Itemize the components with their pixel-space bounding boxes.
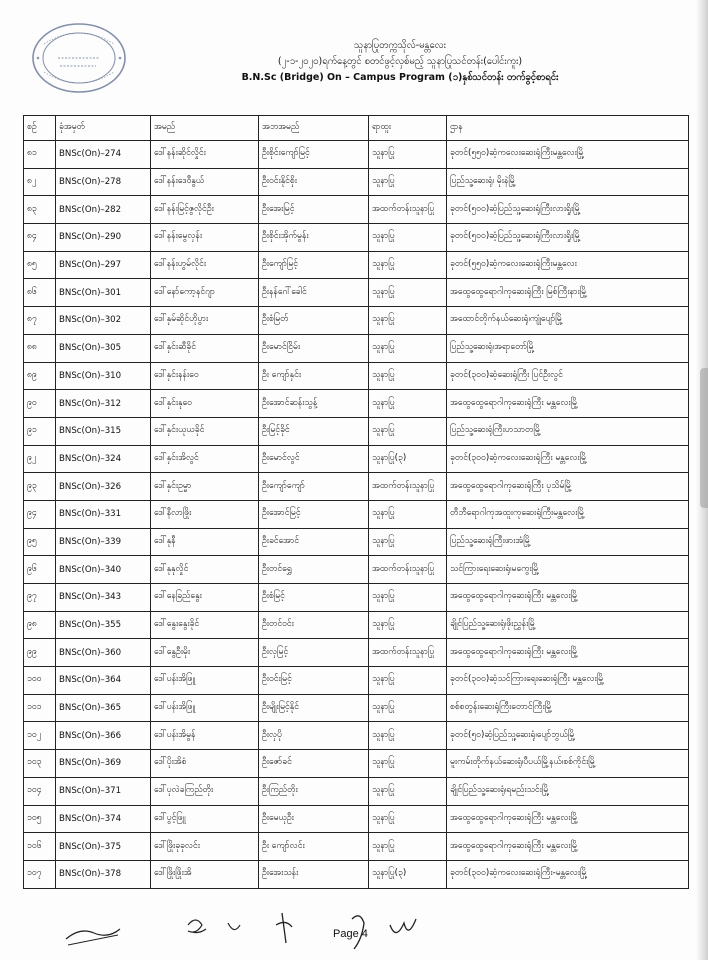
table-row [24,750,689,778]
table-row [24,168,689,196]
position-cell: သူနာပြု [369,390,447,418]
signatures-icon [60,905,440,951]
department-cell: အထွေထွေရောဂါကုဆေးရုံကြီး မန္တလေးမြို့ [447,639,689,667]
name-cell: ဒေါ်နှင်းနုဝေ [151,390,259,418]
name-cell: ဒေါ်နှင်းဥမ္မာ [151,473,259,501]
roll-number-cell: BNSc(On)–374 [56,805,151,833]
department-cell: ခုတင်(၃၀၀)ဆံ့သင်ကြားရေးဆေးရုံကြီး မန္တလေးမြို့ [447,667,689,695]
department-cell: အထောင်တိုက်နယ်ဆေးရုံ၊ကျုံပျော်မြို့ [447,307,689,335]
table-row [24,805,689,833]
serial-cell: ၈၅ [24,251,56,279]
position-cell: သူနာပြု [369,694,447,722]
name-cell: ဒေါ်နွေးနွေးခိုင် [151,611,259,639]
name-cell: ဒေါ်နေခြည်နွေး [151,584,259,612]
department-cell: ပြည်သူ့ဆေးရုံ၊ မိုးနဲမြို့ [447,168,689,196]
position-cell: သူနာပြု [369,750,447,778]
department-cell: ခုတင်(၃၀၀)ဆံ့ကလေးဆေးရုံကြီး မန္တလေးမြို့ [447,445,689,473]
column-header-serial: စဉ် [24,116,56,141]
father-name-cell: ဦးမောင်လွင် [259,445,369,473]
roll-number-cell: BNSc(On)–312 [56,390,151,418]
father-name-cell: ဦးကျော်မြင့် [259,251,369,279]
roll-number-cell: BNSc(On)–290 [56,224,151,252]
serial-cell: ၈၂ [24,168,56,196]
serial-cell: ၉၁ [24,417,56,445]
serial-cell: ၉၀ [24,390,56,418]
name-cell: ဒေါ်နှင်းနန်းဝေ [151,362,259,390]
department-cell: အထွေထွေရောဂါကုဆေးရုံကြီး မြစ်ကြီးနားမြို့ [447,279,689,307]
position-cell: သူနာပြု [369,833,447,861]
serial-cell: ၈၇ [24,307,56,335]
father-name-cell: ဦး ကျော်လင်း [259,833,369,861]
serial-cell: ၉၅ [24,528,56,556]
position-cell: သူနာပြု [369,362,447,390]
roll-number-cell: BNSc(On)–340 [56,556,151,584]
roll-number-cell: BNSc(On)–278 [56,168,151,196]
name-cell: ဒေါ်နှမ်ဆိုင်ဟိုပွား [151,307,259,335]
table-row [24,500,689,528]
name-cell: ဒေါ်နွေဦးမိုး [151,639,259,667]
father-name-cell: ဦးဇော်ခင် [259,750,369,778]
table-row [24,224,689,252]
father-name-cell: ဦးကျော်ကျော် [259,473,369,501]
header-line-1: သူနာပြုတက္ကသိုလ်-မန္တလေး [354,40,446,51]
father-name-cell: ဦးအေးသန်း [259,860,369,888]
name-cell: ဒေါ်ပိုးအိစံ [151,750,259,778]
serial-cell: ၁၀၆ [24,833,56,861]
name-cell: ဒေါ်ပန်းအိမွန် [151,722,259,750]
father-name-cell: ဦးမေယုဦး [259,805,369,833]
column-header-father-name: အဘအမည် [259,116,369,141]
roll-number-cell: BNSc(On)–378 [56,860,151,888]
table-row [24,528,689,556]
father-name-cell: ဦးခင်အောင် [259,528,369,556]
table-row [24,445,689,473]
position-cell: သူနာပြု [369,141,447,169]
department-cell: ခုတင်(၃၀၀)ဆံ့ဆေးရုံကြီး ပြင်ဦးလွင် [447,362,689,390]
position-cell: သူနာပြု [369,611,447,639]
roll-number-cell: BNSc(On)–301 [56,279,151,307]
father-name-cell: ဦးမောင်ငြိမ်း [259,334,369,362]
roll-number-cell: BNSc(On)–331 [56,500,151,528]
father-name-cell: ဦးလှပို [259,722,369,750]
table-row [24,279,689,307]
position-cell: သူနာပြု [369,168,447,196]
position-cell: သူနာပြု [369,251,447,279]
name-cell: ဒေါ်ပန်းအိဖြူ [151,694,259,722]
name-cell: ဒေါ်နန်းမြင့်ဇွလိုင်ဦး [151,196,259,224]
position-cell: သူနာပြု [369,805,447,833]
name-cell: ဒေါ်နန်းဟွမ်လိုင်း [151,251,259,279]
table-row [24,362,689,390]
father-name-cell: ဦးမျိုးမြင့်နိုင် [259,694,369,722]
department-cell: ပြည်သူ့ဆေးရုံကြီးဖားအံမြို့ [447,528,689,556]
department-cell: ခုတင်(၅၀)ဆံ့ပြည်သူ့ဆေးရုံ၊ပျော်ဘွယ်မြို့ [447,722,689,750]
roll-number-cell: BNSc(On)–355 [56,611,151,639]
father-name-cell: ဦးဝင်းနိုင်စိုး [259,168,369,196]
department-cell: ခုတင်(၃၀၀)ဆံ့ကလေးဆေးရုံကြီး-မန္တလေးမြို့ [447,860,689,888]
father-name-cell: ဦးတင်ရွှေ [259,556,369,584]
father-name-cell: ဦးကြည်တိုး [259,777,369,805]
serial-cell: ၉၄ [24,500,56,528]
position-cell: သူနာပြု(၃) [369,445,447,473]
department-cell: မူးကမ်းတိုက်နယ်ဆေးရုံ၊ပီပယ်မြို့နယ်၊စစ်ကိုင်းမြို့ [447,750,689,778]
father-name-cell: ဦး ကျော်နှင်း [259,362,369,390]
position-cell: သူနာပြု [369,777,447,805]
roll-number-cell: BNSc(On)–274 [56,141,151,169]
position-cell: အထက်တန်းသူနာပြု [369,556,447,584]
roll-number-cell: BNSc(On)–360 [56,639,151,667]
name-cell: ဒေါ်နန်းဒေဝီနွယ် [151,168,259,196]
roll-number-cell: BNSc(On)–282 [56,196,151,224]
department-cell: ခုတင်(၅၅၀)ဆံ့ကလေးဆေးရုံကြီးမန္တလေးမြို့ [447,141,689,169]
table-row [24,694,689,722]
name-cell: ဒေါ်နုနီ [151,528,259,556]
name-cell: ဒေါ်နှင်းယုယခိုင် [151,417,259,445]
father-name-cell: ဦးဝင်းမြင့် [259,667,369,695]
position-cell: သူနာပြု [369,417,447,445]
name-cell: ဒေါ်နန်းဆိုင်လှိုင်း [151,141,259,169]
serial-cell: ၁၀၇ [24,860,56,888]
position-cell: အထက်တန်းသူနာပြု [369,473,447,501]
position-cell: သူနာပြု [369,307,447,335]
name-cell: ဒေါ်နန်းမွေလှန်း [151,224,259,252]
table-header-row [24,116,689,141]
roll-number-cell: BNSc(On)–339 [56,528,151,556]
column-header-roll-number: ခုံအမှတ် [56,116,151,141]
father-name-cell: ဦးမြင့်ခိုင် [259,417,369,445]
department-cell: ခုတင်(၅၀၀)ဆံ့ပြည်သူ့ဆေးရုံကြီးလားရှိုးမြို့ [447,224,689,252]
serial-cell: ၈၃ [24,196,56,224]
table-row [24,196,689,224]
name-cell: ဒေါ်ပွင့်ဖြူ [151,805,259,833]
table-row [24,584,689,612]
page-number: Page 4 [333,928,368,940]
position-cell: သူနာပြု [369,334,447,362]
serial-cell: ၈၁ [24,141,56,169]
department-cell: အထွေထွေရောဂါကုဆေးရုံကြီး မန္တလေးမြို့ [447,584,689,612]
department-cell: အထွေထွေရောဂါကုဆေးရုံကြီး မန္တလေးမြို့ [447,390,689,418]
position-cell: သူနာပြု(၃) [369,860,447,888]
roll-number-cell: BNSc(On)–375 [56,833,151,861]
department-cell: သင်ကြားရေးဆေးရုံ၊မကွေးမြို့ [447,556,689,584]
table-row [24,251,689,279]
name-cell: ဒေါ်ပန်းအိဖြူ [151,667,259,695]
column-header-name: အမည် [151,116,259,141]
serial-cell: ၈၆ [24,279,56,307]
position-cell: သူနာပြု [369,279,447,307]
department-cell: အထွေထွေရောဂါကုဆေးရုံကြီး ပုသိမ်မြို့ [447,473,689,501]
serial-cell: ၉၉ [24,639,56,667]
serial-cell: ၉၆ [24,556,56,584]
header-line-2: (၂-၁-၂၀၂၀)ရက်နေ့တွင် စတင်ဖွင့်လှစ်မည့် သူနာပြုသင်တန်း(ပေါင်းကူး) [277,56,523,67]
name-cell: ဒေါ်ပုလဲခကြည်တိုး [151,777,259,805]
serial-cell: ၈၉ [24,362,56,390]
table-row [24,722,689,750]
position-cell: သူနာပြု [369,667,447,695]
table-row [24,611,689,639]
roll-number-cell: BNSc(On)–305 [56,334,151,362]
table-row [24,667,689,695]
roll-number-cell: BNSc(On)–297 [56,251,151,279]
department-cell: အထွေထွေရောဂါကုဆေးရုံကြီး မန္တလေးမြို့ [447,805,689,833]
position-cell: သူနာပြု [369,722,447,750]
roll-number-cell: BNSc(On)–315 [56,417,151,445]
position-cell: အထက်တန်းသူနာပြု [369,639,447,667]
father-name-cell: ဦးနန်ဂေါ်ခေါင် [259,279,369,307]
roll-number-cell: BNSc(On)–343 [56,584,151,612]
father-name-cell: ဦးစိုင်းအိုက်မွန်း [259,224,369,252]
father-name-cell: ဦးအောင်မြင့် [259,500,369,528]
scrollbar-thumb[interactable] [700,368,708,508]
table-row [24,307,689,335]
department-cell: တီဘီရောဂါကုအထူးကုဆေးရုံကြီးမန္တလေးမြို့ [447,500,689,528]
serial-cell: ၈၈ [24,334,56,362]
serial-cell: ၁၀၅ [24,805,56,833]
column-header-position: ရာထူး [369,116,447,141]
roll-number-cell: BNSc(On)–326 [56,473,151,501]
department-cell: ပြည်သူ့ဆေးရုံကြီးဟသာတမြို့ [447,417,689,445]
admission-list-table [23,115,689,889]
department-cell: ပြည်သူ့ဆေးရုံ၊အရာတော်မြို့ [447,334,689,362]
father-name-cell: ဦးအောင်ဆန်းသွန့် [259,390,369,418]
department-cell: စစ်စတွန်းဆေးရုံကြီးတောင်ကြီးမြို့ [447,694,689,722]
roll-number-cell: BNSc(On)–364 [56,667,151,695]
father-name-cell: ဦးအေးမြင့် [259,196,369,224]
name-cell: ဒေါ်နီလာဖြိုး [151,500,259,528]
roll-number-cell: BNSc(On)–302 [56,307,151,335]
serial-cell: ၉၃ [24,473,56,501]
father-name-cell: ဦးစံမြတ် [259,307,369,335]
position-cell: သူနာပြု [369,224,447,252]
table-row [24,833,689,861]
roll-number-cell: BNSc(On)–371 [56,777,151,805]
department-cell: အထွေထွေရောဂါကုဆေးရုံကြီး မန္တလေးမြို့ [447,833,689,861]
table-row [24,639,689,667]
department-cell: ခုတင်(၅၅၀)ဆံ့ကလေးဆေးရုံကြီးမန္တလေး [447,251,689,279]
department-cell: ခုတင်(၅၀၀)ဆံ့ပြည်သူ့ဆေးရုံကြီးလားရှိုးမြို့ [447,196,689,224]
father-name-cell: ဦးလှမြင့် [259,639,369,667]
serial-cell: ၉၈ [24,611,56,639]
serial-cell: ၁၀၄ [24,777,56,805]
name-cell: ဒေါ်နော်ကော့နင်ဂျာ [151,279,259,307]
official-seal-icon [30,20,128,96]
serial-cell: ၁၀၃ [24,750,56,778]
serial-cell: ၉၇ [24,584,56,612]
serial-cell: ၉၂ [24,445,56,473]
roll-number-cell: BNSc(On)–366 [56,722,151,750]
father-name-cell: ဦးစိုင်းကျော်မြင့် [259,141,369,169]
name-cell: ဒေါ်နှင်းအိလွင် [151,445,259,473]
father-name-cell: ဦးတင်ဝင်း [259,611,369,639]
table-row [24,390,689,418]
document-header [140,38,660,86]
position-cell: အထက်တန်းသူနာပြု [369,196,447,224]
table-row [24,417,689,445]
position-cell: သူနာပြု [369,528,447,556]
name-cell: ဒေါ်ဖြိုးခုခုလင်း [151,833,259,861]
name-cell: ဒေါ်နှင်းဆီခိုင် [151,334,259,362]
table-row [24,556,689,584]
roll-number-cell: BNSc(On)–310 [56,362,151,390]
department-cell: ချိုင်ပြည်သူ့ဆေးရုံ၊ဖိုးညွှန်းမြို့ [447,611,689,639]
roll-number-cell: BNSc(On)–324 [56,445,151,473]
roll-number-cell: BNSc(On)–365 [56,694,151,722]
table-row [24,777,689,805]
serial-cell: ၁၀၀ [24,667,56,695]
name-cell: ဒေါ်နုနုလှိုင် [151,556,259,584]
position-cell: သူနာပြု [369,584,447,612]
serial-cell: ၁၀၁ [24,694,56,722]
table-row [24,473,689,501]
table-row [24,860,689,888]
name-cell: ဒေါ်ဖြိုးဖြိုးအိ [151,860,259,888]
serial-cell: ၁၀၂ [24,722,56,750]
table-row [24,141,689,169]
department-cell: ချိုင်ပြည်သူ့ဆေးရုံ၊ရမည်းသင်းမြို့ [447,777,689,805]
table-row [24,334,689,362]
father-name-cell: ဦးစံမြင့် [259,584,369,612]
roll-number-cell: BNSc(On)–369 [56,750,151,778]
column-header-department: ဌာန [447,116,689,141]
serial-cell: ၈၄ [24,224,56,252]
header-line-3: B.N.Sc (Bridge) On – Campus Program (၁)နှစ်သင်တန်း တက်ခွင့်စာရင်း [241,72,559,83]
position-cell: သူနာပြု [369,500,447,528]
